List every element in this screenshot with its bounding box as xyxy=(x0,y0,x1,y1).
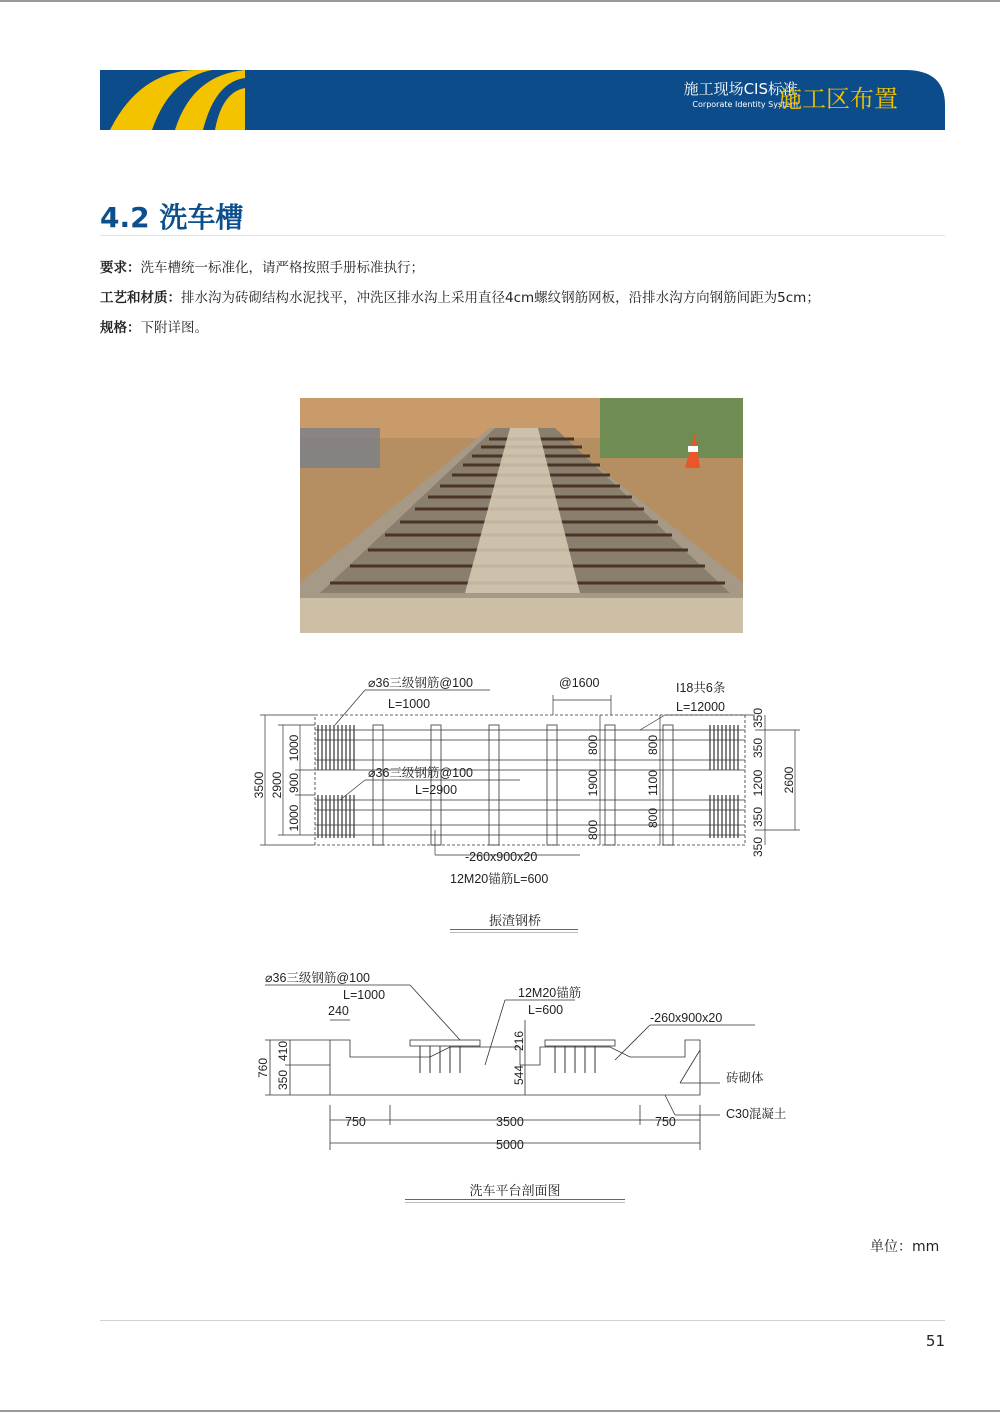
sec-anchor-len: L=600 xyxy=(528,1003,564,1017)
plan-rebar-top: ⌀36三级钢筋@100 xyxy=(368,676,473,690)
requirement-text: 洗车槽统一标准化，请严格按照手册标准执行； xyxy=(140,260,424,276)
sec-rebar-len: L=1000 xyxy=(343,988,386,1002)
sec-h-544: 544 xyxy=(512,1064,526,1086)
plan-dim-3500: 3500 xyxy=(252,771,266,799)
spec-line xyxy=(100,318,208,338)
plan-dim-d800b: 800 xyxy=(646,807,660,829)
bottom-border xyxy=(0,1410,1000,1412)
footer-rule xyxy=(100,1320,945,1321)
plan-caption-rule2 xyxy=(450,932,578,933)
sec-wall: 240 xyxy=(328,1004,349,1018)
plan-beam-len: L=12000 xyxy=(676,700,726,714)
plan-dim-350d: 350 xyxy=(751,836,765,858)
section-caption: 洗车平台剖面图 xyxy=(469,1184,561,1199)
top-border xyxy=(0,0,1000,2)
plan-dim-350a: 350 xyxy=(751,707,765,729)
plan-len-top: L=1000 xyxy=(388,697,431,711)
plan-dim-1000a: 1000 xyxy=(287,734,301,762)
plan-spacing: @1600 xyxy=(559,676,600,690)
plan-dim-1100: 1100 xyxy=(646,770,660,796)
material-text: 排水沟为砖砌结构水泥找平，冲洗区排水沟上采用直径4cm螺纹钢筋网板，沿排水沟方向钢筋间距为5cm； xyxy=(181,290,820,306)
header-banner xyxy=(100,70,945,130)
sec-dim-mid: 3500 xyxy=(496,1115,524,1129)
sec-h-410: 410 xyxy=(276,1040,290,1062)
requirement-label: 要求： xyxy=(100,260,141,276)
unit-label: 单位：mm xyxy=(870,1239,940,1255)
section-caption-rule xyxy=(405,1199,625,1200)
plan-anchor: 12M20锚筋L=600 xyxy=(450,872,549,886)
plan-caption: 振渣钢桥 xyxy=(488,914,541,929)
plan-dim-1900: 1900 xyxy=(586,769,600,797)
plan-dim-900: 900 xyxy=(287,772,301,794)
section-caption-rule2 xyxy=(405,1202,625,1203)
spec-text: 下附详图。 xyxy=(140,320,208,336)
sec-h-760: 760 xyxy=(256,1057,270,1079)
plan-dim-d800a: 800 xyxy=(646,734,660,756)
material-line xyxy=(100,288,820,308)
plan-dim-2600: 2600 xyxy=(782,766,796,794)
plan-rebar-mid: ⌀36三级钢筋@100 xyxy=(368,766,473,780)
sec-plate: -260x900x20 xyxy=(650,1011,723,1025)
title-divider xyxy=(100,235,945,236)
page-number: 51 xyxy=(925,1332,945,1350)
plan-dim-350c: 350 xyxy=(751,806,765,828)
plan-plate: -260x900x20 xyxy=(465,850,538,864)
plan-dim-350b: 350 xyxy=(751,737,765,759)
sec-anchor: 12M20锚筋 xyxy=(518,986,582,1000)
section-drawing xyxy=(250,965,810,1165)
plan-dim-1200: 1200 xyxy=(751,769,765,797)
car-wash-photo xyxy=(300,398,743,633)
sec-h-216: 216 xyxy=(512,1030,526,1052)
cis-standard-label: 施工现场CIS标准 xyxy=(683,80,798,98)
requirement-line xyxy=(100,258,424,278)
plan-dim-2900: 2900 xyxy=(270,771,284,799)
plan-drawing xyxy=(250,670,810,910)
section-label: 施工区布置 xyxy=(778,85,898,113)
sec-concrete: C30混凝土 xyxy=(726,1107,787,1121)
plan-caption-rule xyxy=(450,929,578,930)
material-label: 工艺和材质： xyxy=(100,290,181,306)
plan-beam: I18共6条 xyxy=(676,681,726,695)
plan-dim-c800a: 800 xyxy=(586,734,600,756)
sec-brick: 砖砌体 xyxy=(726,1071,764,1085)
sec-dim-total: 5000 xyxy=(496,1138,524,1152)
plan-dim-1000b: 1000 xyxy=(287,804,301,832)
spec-label: 规格： xyxy=(100,320,141,336)
sec-dim-left: 750 xyxy=(345,1115,366,1129)
section-title: 4.2 洗车槽 xyxy=(100,201,244,234)
sec-dim-right: 750 xyxy=(655,1115,676,1129)
plan-dim-c800b: 800 xyxy=(586,819,600,841)
sec-rebar: ⌀36三级钢筋@100 xyxy=(265,971,370,985)
plan-len-mid: L=2900 xyxy=(415,783,458,797)
cis-standard-sub: Corporate Identity System xyxy=(692,100,798,109)
sec-h-350: 350 xyxy=(276,1069,290,1091)
